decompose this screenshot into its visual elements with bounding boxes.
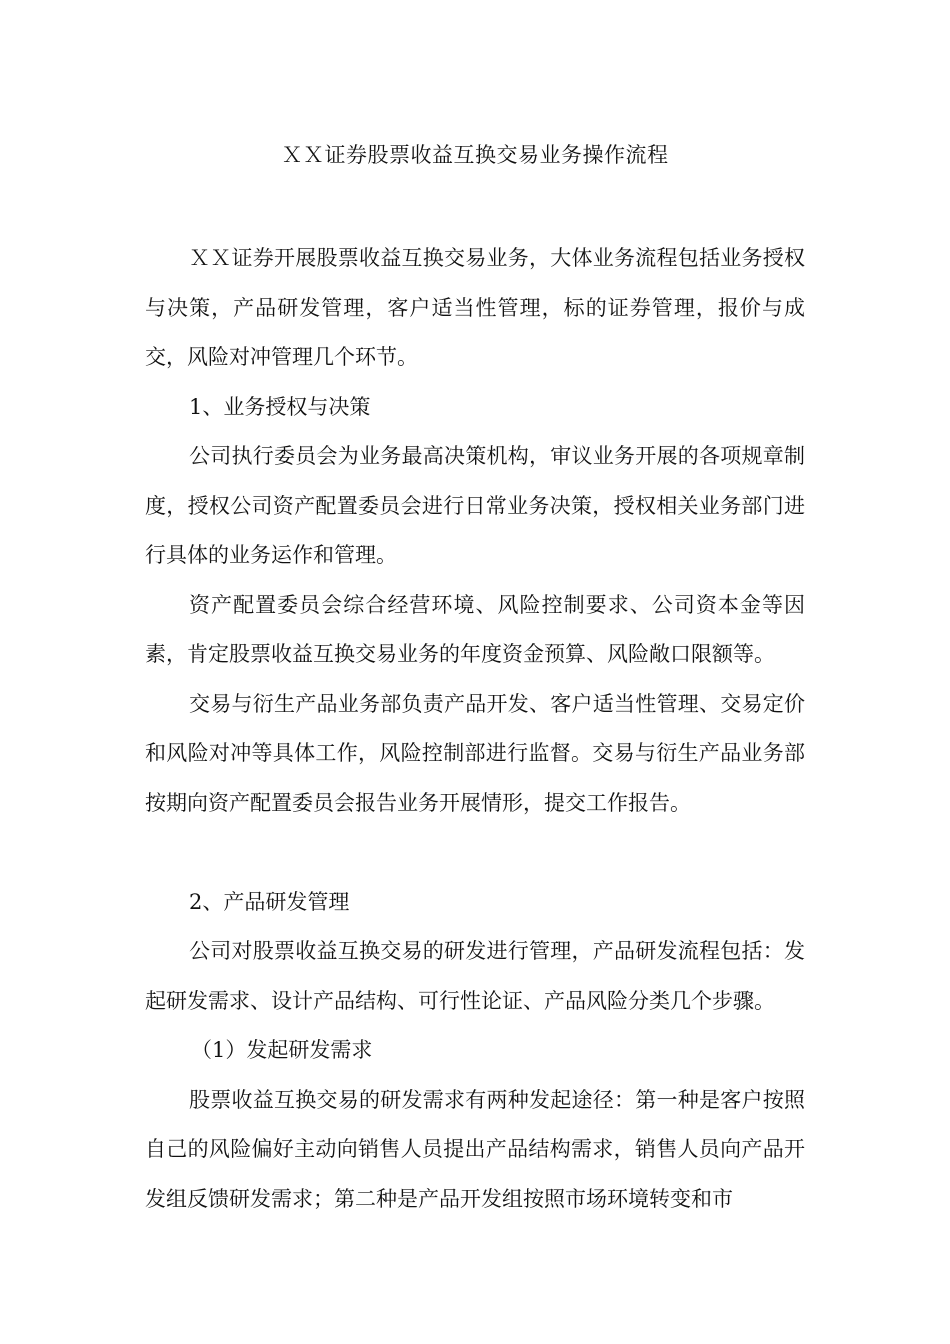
subsection-heading-2-1: （1）发起研发需求 bbox=[191, 1038, 373, 1062]
document-body bbox=[145, 234, 805, 1224]
paragraph-1-1: 公司执行委员会为业务最高决策机构，审议业务开展的各项规章制度，授权公司资产配置委员会进行日常业务决策，授权相关业务部门进行具体的业务运作和管理。 bbox=[145, 444, 805, 567]
section-heading-1: 1、业务授权与决策 bbox=[189, 394, 371, 419]
paragraph-1-2: 资产配置委员会综合经营环境、风险控制要求、公司资本金等因素，肯定股票收益互换交易业务的年度资金预算、风险敞口限额等。 bbox=[145, 592, 805, 666]
paragraph-2-1: 公司对股票收益互换交易的研发进行管理，产品研发流程包括：发起研发需求、设计产品结构、可行性论证、产品风险分类几个步骤。 bbox=[145, 939, 805, 1013]
section-heading-2: 2、产品研发管理 bbox=[189, 889, 350, 914]
paragraph-1-3: 交易与衍生产品业务部负责产品开发、客户适当性管理、交易定价和风险对冲等具体工作，风险控制部进行监督。交易与衍生产品业务部按期向资产配置委员会报告业务开展情形，提交工作报告。 bbox=[145, 691, 805, 815]
paragraph-2-2: 股票收益互换交易的研发需求有两种发起途径：第一种是客户按照自己的风险偏好主动向销售人员提出产品结构需求，销售人员向产品开发组反馈研发需求；第二种是产品开发组按照市场环境转变和市 bbox=[145, 1087, 805, 1211]
paragraph-intro: ＸＸ证券开展股票收益互换交易业务，大体业务流程包括业务授权与决策，产品研发管理，客户适当性管理，标的证券管理，报价与成交，风险对冲管理几个环节。 bbox=[145, 246, 805, 369]
blank-line bbox=[145, 828, 805, 878]
document-title: ＸＸ证券股票收益互换交易业务操作流程 bbox=[281, 143, 669, 167]
